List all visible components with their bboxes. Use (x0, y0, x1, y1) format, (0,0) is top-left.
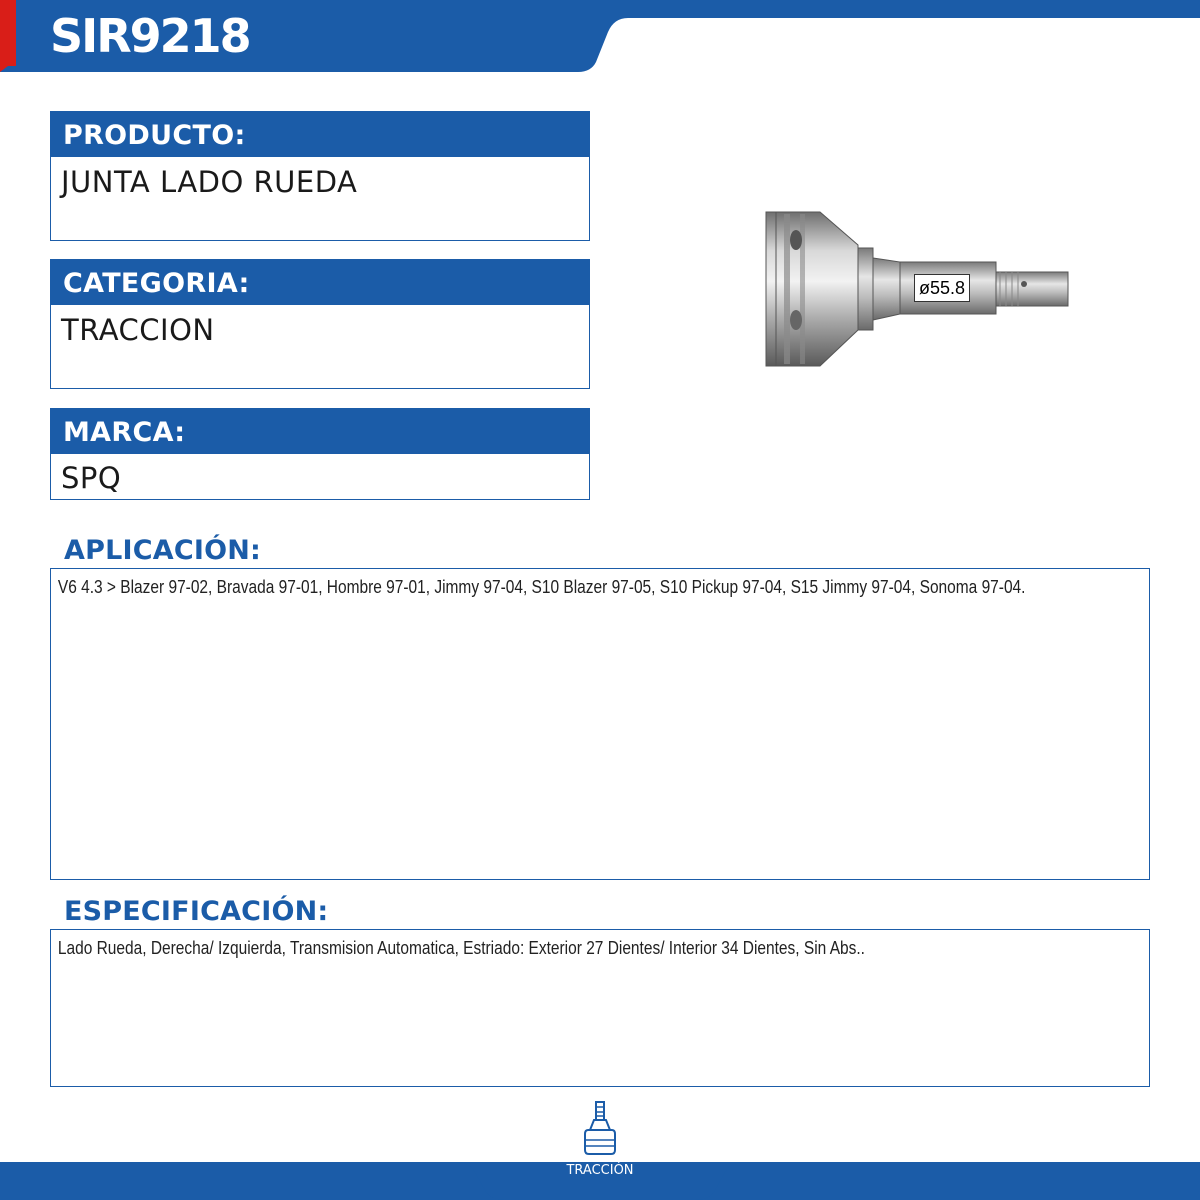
especificacion-box (50, 929, 1150, 1087)
aplicacion-text: V6 4.3 > Blazer 97-02, Bravada 97-01, Hombre 97-01, Jimmy 97-04, S10 Blazer 97-05, S10 Pickup 97-04, S15 Jimmy 97-04, Sonoma 97-04. (57, 577, 1026, 597)
marca-box (50, 408, 590, 500)
marca-label: MARCA: (51, 409, 589, 454)
especificacion-text: Lado Rueda, Derecha/ Izquierda, Transmision Automatica, Estriado: Exterior 27 Dientes/ Interior 34 Dientes, Sin Abs.. (57, 938, 865, 958)
cv-joint-icon (582, 1100, 618, 1158)
footer-category-label: TRACCIÓN (566, 1163, 634, 1178)
aplicacion-title: APLICACIÓN: (64, 535, 262, 566)
marca-value: SPQ (61, 461, 122, 495)
producto-box (50, 111, 590, 241)
categoria-label: CATEGORIA: (51, 260, 589, 305)
especificacion-title: ESPECIFICACIÓN: (64, 896, 329, 927)
categoria-box (50, 259, 590, 389)
product-sku: SIR9218 (50, 9, 250, 63)
categoria-value: TRACCION (61, 313, 215, 347)
diameter-label: ø55.8 (914, 274, 970, 302)
producto-label: PRODUCTO: (51, 112, 589, 157)
aplicacion-box (50, 568, 1150, 880)
producto-value: JUNTA LADO RUEDA (61, 165, 358, 199)
